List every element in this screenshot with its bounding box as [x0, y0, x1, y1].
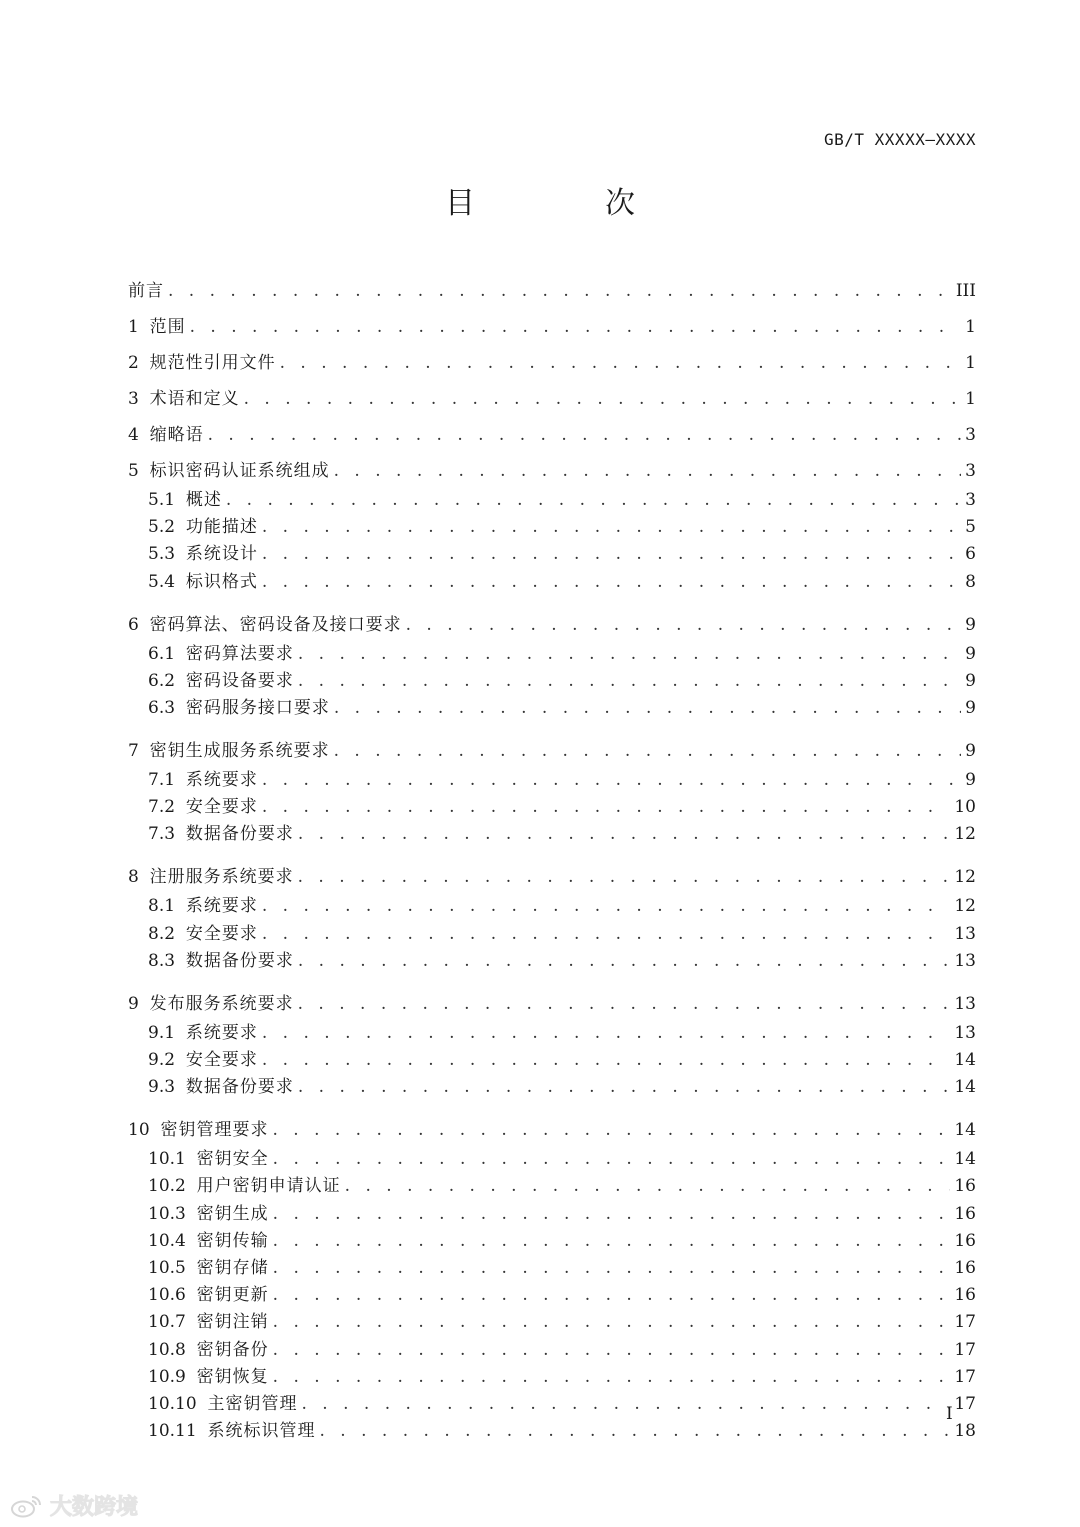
- toc-entry[interactable]: [148, 1255, 976, 1281]
- toc-entry-page: 14: [954, 1120, 976, 1141]
- document-code: GB/T XXXXX—XXXX: [824, 130, 976, 149]
- toc-entry-page: 17: [954, 1339, 976, 1360]
- toc-entry[interactable]: [148, 767, 976, 793]
- toc-entry-label: 功能描述: [185, 517, 258, 538]
- toc-entry-page: 14: [954, 1077, 976, 1098]
- toc-entry-page: 16: [954, 1230, 976, 1251]
- page-number: I: [946, 1404, 953, 1424]
- toc-leader-dots: [273, 1309, 951, 1335]
- toc-entry-page: 3: [965, 490, 976, 510]
- toc-entry[interactable]: [128, 422, 976, 448]
- toc-entry[interactable]: [148, 1282, 976, 1308]
- toc-leader-dots: [190, 314, 962, 340]
- toc-entry[interactable]: [148, 948, 976, 974]
- toc-entry-label: 密码算法要求: [185, 643, 294, 664]
- toc-entry-page: 10: [954, 797, 976, 818]
- toc-entry[interactable]: [148, 1228, 976, 1254]
- toc-leader-dots: [273, 1201, 951, 1227]
- toc-entry-page: 1: [965, 353, 976, 373]
- toc-entry[interactable]: [148, 1337, 976, 1363]
- toc-entry[interactable]: [148, 1309, 976, 1335]
- toc-entry-label: 规范性引用文件: [149, 353, 276, 373]
- toc-leader-dots: [273, 1337, 951, 1363]
- toc-leader-dots: [298, 1074, 951, 1100]
- toc-entry-page: 12: [954, 896, 976, 917]
- toc-entry-label: 系统要求: [185, 896, 258, 917]
- toc-entry[interactable]: [148, 695, 976, 721]
- toc-leader-dots: [334, 738, 962, 764]
- toc-entry-page: 14: [954, 1149, 976, 1170]
- toc-entry[interactable]: [148, 1146, 976, 1172]
- toc-entry[interactable]: [128, 278, 976, 304]
- toc-entry-label: 密钥传输: [196, 1230, 269, 1251]
- toc-entry-number: 5: [128, 461, 150, 481]
- toc-leader-dots: [273, 1255, 951, 1281]
- toc-leader-dots: [226, 487, 961, 513]
- toc-leader-dots: [298, 948, 951, 974]
- toc-entry-number: 7: [128, 741, 150, 761]
- toc-entry-number: 8.1: [148, 896, 186, 917]
- toc-leader-dots: [298, 821, 951, 847]
- toc-entry-label: 安全要求: [185, 1050, 258, 1070]
- toc-leader-dots: [280, 350, 962, 376]
- toc-entry-number: 10.7: [148, 1312, 197, 1333]
- toc-entry-label: 标识密码认证系统组成: [149, 461, 330, 481]
- toc-entry-label: 发布服务系统要求: [149, 993, 294, 1014]
- toc-entry-number: 4: [128, 425, 150, 445]
- toc-entry-number: 2: [128, 353, 150, 373]
- toc-leader-dots: [301, 1391, 950, 1417]
- toc-entry-label: 安全要求: [185, 797, 258, 818]
- toc-entry-page: 9: [965, 741, 976, 761]
- toc-leader-dots: [334, 458, 962, 484]
- toc-entry-page: 16: [954, 1285, 976, 1306]
- toc-entry[interactable]: [128, 458, 976, 484]
- toc-entry-page: 9: [965, 643, 976, 664]
- toc-entry-page: 5: [965, 517, 976, 538]
- toc-entry-page: 16: [954, 1176, 976, 1197]
- toc-entry-number: 10.10: [148, 1394, 208, 1414]
- toc-entry-label: 系统标识管理: [207, 1421, 316, 1442]
- toc-entry-number: 10.6: [148, 1285, 197, 1306]
- toc-leader-dots: [273, 1364, 951, 1390]
- toc-entry-label: 安全要求: [185, 923, 258, 944]
- toc-entry-label: 密钥安全: [196, 1149, 269, 1170]
- toc-leader-dots: [262, 921, 951, 947]
- toc-entry-page: 12: [954, 824, 976, 845]
- toc-entry-page: 9: [965, 770, 976, 790]
- toc-leader-dots: [273, 1282, 951, 1308]
- toc-entry[interactable]: [148, 487, 976, 513]
- toc-entry-label: 密码服务接口要求: [185, 698, 330, 718]
- toc-leader-dots: [262, 767, 961, 793]
- toc-entry-number: 8.3: [148, 950, 186, 971]
- toc-entry-number: 5.4: [148, 571, 186, 592]
- toc-entry-label: 数据备份要求: [185, 1077, 294, 1098]
- toc-entry-label: 密钥注销: [196, 1312, 269, 1333]
- toc-entry[interactable]: [148, 1173, 976, 1199]
- toc-entry[interactable]: [148, 569, 976, 595]
- toc-entry-page: 6: [965, 544, 976, 565]
- toc-entry-page: 1: [965, 317, 976, 337]
- toc-entry-label: 系统设计: [185, 544, 258, 565]
- toc-entry[interactable]: [128, 1117, 976, 1143]
- toc-entry-number: 10.11: [148, 1421, 208, 1442]
- toc-leader-dots: [319, 1418, 950, 1444]
- toc-entry-label: 系统要求: [185, 770, 258, 790]
- toc-entry-label: 用户密钥申请认证: [196, 1176, 341, 1197]
- toc-entry-number: 10.2: [148, 1176, 197, 1197]
- toc-entry-label: 前言: [128, 281, 164, 301]
- toc-entry[interactable]: [148, 668, 976, 694]
- toc-entry-number: 10.4: [148, 1230, 197, 1251]
- toc-leader-dots: [208, 422, 962, 448]
- toc-entry-number: 8.2: [148, 923, 186, 944]
- toc-entry-number: 7.1: [148, 770, 186, 790]
- toc-leader-dots: [262, 893, 951, 919]
- toc-leader-dots: [298, 864, 951, 890]
- toc-entry-page: 12: [954, 867, 976, 888]
- toc-entry-page: 8: [965, 571, 976, 592]
- toc-entry[interactable]: [148, 921, 976, 947]
- toc-entry[interactable]: [128, 386, 976, 412]
- toc-entry-label: 密钥生成: [196, 1203, 269, 1224]
- toc-entry-number: 5.3: [148, 544, 186, 565]
- toc-entry-number: 7.2: [148, 797, 186, 818]
- toc-entry[interactable]: [128, 991, 976, 1017]
- toc-entry-page: 17: [954, 1366, 976, 1387]
- toc-entry[interactable]: [148, 1047, 976, 1073]
- toc-entry-page: 1: [965, 389, 976, 409]
- toc-entry-page: 13: [954, 950, 976, 971]
- toc-entry-label: 系统要求: [185, 1022, 258, 1043]
- toc-entry-label: 注册服务系统要求: [149, 867, 294, 888]
- toc-leader-dots: [262, 1047, 951, 1073]
- toc-entry-number: 5.2: [148, 517, 186, 538]
- toc-entry[interactable]: [148, 1201, 976, 1227]
- toc-entry-page: 13: [954, 1022, 976, 1043]
- toc-leader-dots: [168, 278, 952, 304]
- toc-leader-dots: [262, 514, 961, 540]
- toc-entry-label: 密钥管理要求: [160, 1120, 269, 1141]
- toc-entry-label: 范围: [149, 317, 186, 337]
- toc-entry-number: 9.2: [148, 1050, 186, 1070]
- toc-entry-number: 1: [128, 317, 150, 337]
- toc-entry-label: 概述: [185, 490, 222, 510]
- toc-entry-label: 密钥恢复: [196, 1366, 269, 1387]
- watermark: [10, 1490, 138, 1521]
- toc-entry-number: 10.9: [148, 1366, 197, 1387]
- weibo-logo-icon: [10, 1494, 44, 1518]
- toc-leader-dots: [334, 695, 961, 721]
- toc-entry-number: 10.5: [148, 1258, 197, 1278]
- toc-entry-page: 17: [954, 1312, 976, 1333]
- toc-entry-label: 密钥存储: [196, 1258, 269, 1278]
- toc-entry-number: 9.1: [148, 1022, 186, 1043]
- toc-entry[interactable]: [128, 612, 976, 638]
- toc-entry-page: 9: [965, 698, 976, 718]
- toc-leader-dots: [345, 1173, 951, 1199]
- toc-leader-dots: [272, 1117, 950, 1143]
- toc-entry-page: 14: [954, 1050, 976, 1070]
- toc-entry-label: 密码设备要求: [185, 670, 294, 691]
- toc-entry-page: 17: [954, 1394, 976, 1414]
- toc-entry[interactable]: [148, 514, 976, 540]
- toc-entry[interactable]: [148, 821, 976, 847]
- toc-entry[interactable]: [148, 794, 976, 820]
- page-title: 目 次: [445, 186, 685, 221]
- toc-entry-page: 9: [965, 614, 976, 635]
- toc-entry[interactable]: [148, 1364, 976, 1390]
- toc-entry-label: 数据备份要求: [185, 950, 294, 971]
- toc-entry-label: 密钥备份: [196, 1339, 269, 1360]
- toc-entry-label: 数据备份要求: [185, 824, 294, 845]
- toc-entry[interactable]: [148, 541, 976, 567]
- toc-entry-number: 6.2: [148, 670, 186, 691]
- toc-entry-number: 3: [128, 389, 150, 409]
- toc-entry-page: 3: [965, 461, 976, 481]
- toc-entry-number: 6.1: [148, 643, 186, 664]
- toc-leader-dots: [262, 794, 951, 820]
- toc-entry[interactable]: [148, 1074, 976, 1100]
- toc-entry-number: 9.3: [148, 1077, 186, 1098]
- toc-leader-dots: [262, 1020, 951, 1046]
- toc-leader-dots: [298, 991, 951, 1017]
- toc-entry[interactable]: [148, 1020, 976, 1046]
- toc-leader-dots: [273, 1146, 951, 1172]
- toc-entry[interactable]: [148, 1418, 976, 1444]
- toc-entry-number: 10: [128, 1120, 161, 1141]
- watermark-text: 大数跨境: [50, 1495, 139, 1520]
- toc-entry-number: 10.1: [148, 1149, 197, 1170]
- toc-entry[interactable]: [148, 641, 976, 667]
- toc-entry-label: 密钥生成服务系统要求: [149, 741, 330, 761]
- toc-entry-label: 密钥更新: [196, 1285, 269, 1306]
- toc-entry-label: 缩略语: [149, 425, 204, 445]
- toc-entry-number: 6: [128, 614, 150, 635]
- toc-entry-number: 10.8: [148, 1339, 197, 1360]
- toc-entry-number: 7.3: [148, 824, 186, 845]
- toc-entry-page: 16: [954, 1203, 976, 1224]
- toc-entry-label: 主密钥管理: [207, 1394, 298, 1414]
- toc-leader-dots: [406, 612, 962, 638]
- toc-entry-page: 13: [954, 923, 976, 944]
- toc-entry-page: 13: [954, 993, 976, 1014]
- toc-leader-dots: [244, 386, 962, 412]
- toc-entry[interactable]: [148, 1391, 976, 1417]
- toc-entry-label: 密码算法、密码设备及接口要求: [149, 614, 402, 635]
- toc-entry[interactable]: [128, 314, 976, 340]
- toc-entry-page: III: [955, 281, 976, 301]
- toc-entry-label: 术语和定义: [149, 389, 240, 409]
- toc-entry-number: 5.1: [148, 490, 186, 510]
- toc-entry-number: 9: [128, 993, 150, 1014]
- toc-leader-dots: [262, 569, 961, 595]
- toc-entry-page: 9: [965, 670, 976, 691]
- toc-entry-number: 10.3: [148, 1203, 197, 1224]
- toc-leader-dots: [298, 641, 961, 667]
- toc-leader-dots: [273, 1228, 951, 1254]
- toc-leader-dots: [298, 668, 961, 694]
- toc-entry-number: 6.3: [148, 698, 186, 718]
- toc-entry-label: 标识格式: [185, 571, 258, 592]
- toc-entry-page: 3: [965, 425, 976, 445]
- toc-entry[interactable]: [128, 864, 976, 890]
- toc-entry[interactable]: [148, 893, 976, 919]
- toc-entry[interactable]: [128, 350, 976, 376]
- toc-entry-page: 18: [954, 1421, 976, 1442]
- toc-leader-dots: [262, 541, 961, 567]
- toc-entry-page: 16: [954, 1258, 976, 1278]
- toc-entry[interactable]: [128, 738, 976, 764]
- toc-entry-number: 8: [128, 867, 150, 888]
